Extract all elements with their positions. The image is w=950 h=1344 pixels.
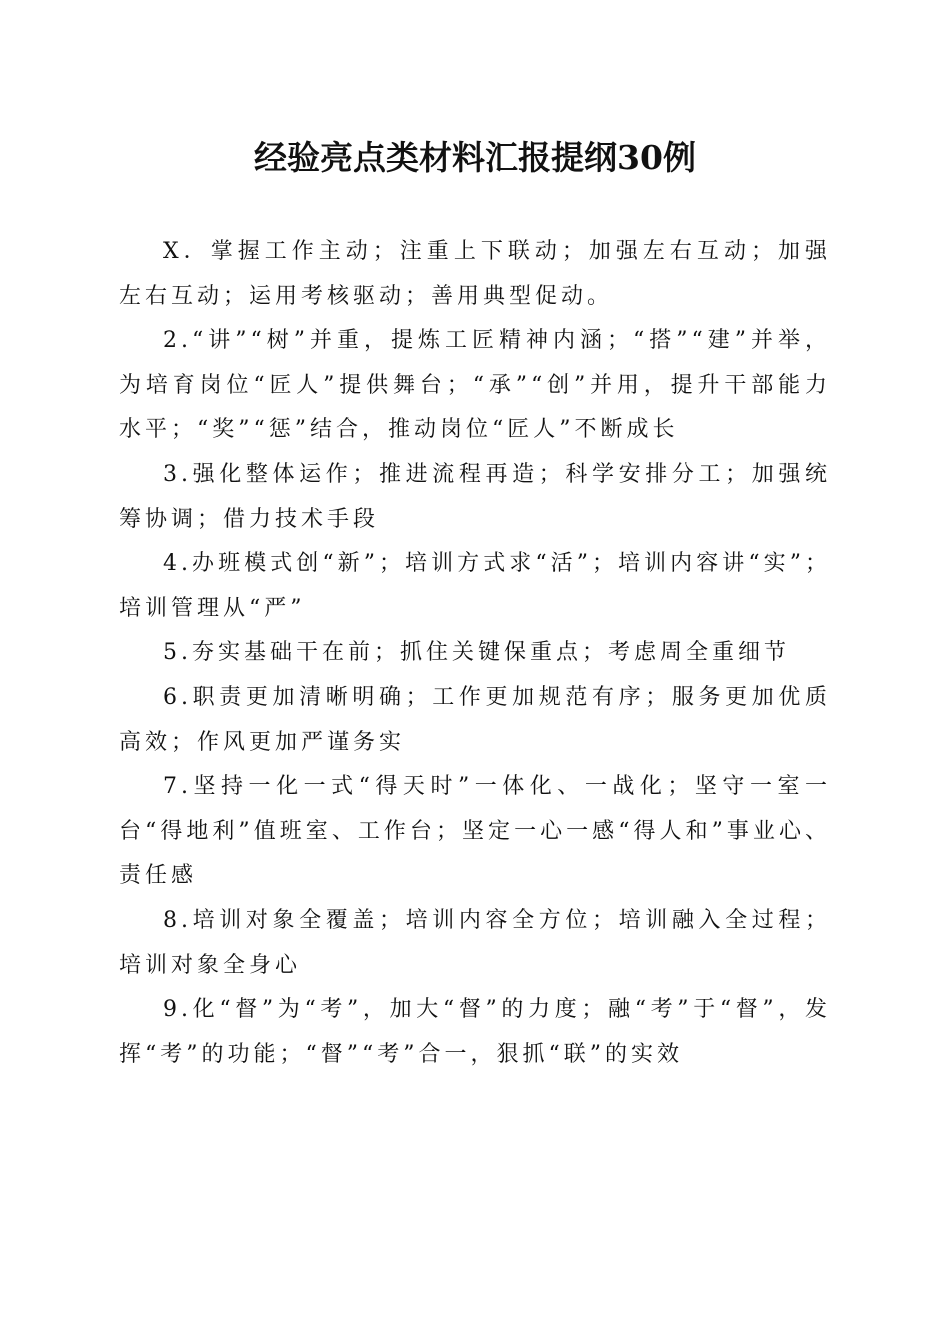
paragraph-1: X．掌握工作主动；注重上下联动；加强左右互动；加强左右互动；运用考核驱动；善用典型促动。 <box>119 239 831 309</box>
paragraph-4: 4.办班模式创“新”；培训方式求“活”；培训内容讲“实”；培训管理从“严” <box>119 551 831 621</box>
paragraph-7: 7.坚持一化一式“得天时”一体化、一战化；坚守一室一台“得地利”值班室、工作台；坚定一心一感“得人和”事业心、责任感 <box>119 774 831 889</box>
paragraph-3: 3.强化整体运作；推进流程再造；科学安排分工；加强统筹协调；借力技术手段 <box>119 461 831 532</box>
paragraph-5: 5.夯实基础干在前；抓住关键保重点；考虑周全重细节 <box>163 640 790 666</box>
document-title: 经验亮点类材料汇报提纲30例 <box>254 138 696 177</box>
paragraph-9: 9.化“督”为“考”，加大“督”的力度；融“考”于“督”，发挥“考”的功能；“督”“考”合一，狠抓“联”的实效 <box>119 997 831 1067</box>
paragraph-8: 8.培训对象全覆盖；培训内容全方位；培训融入全过程；培训对象全身心 <box>119 907 831 978</box>
paragraph-6: 6.职责更加清晰明确；工作更加规范有序；服务更加优质高效；作风更加严谨务实 <box>119 684 831 755</box>
document-body <box>119 230 831 1077</box>
paragraph-2: 2.“讲”“树”并重，提炼工匠精神内涵；“搭”“建”并举，为培育岗位“匠人”提供舞台；“承”“创”并用，提升干部能力水平；“奖”“惩”结合，推动岗位“匠人”不断成长 <box>119 328 831 443</box>
